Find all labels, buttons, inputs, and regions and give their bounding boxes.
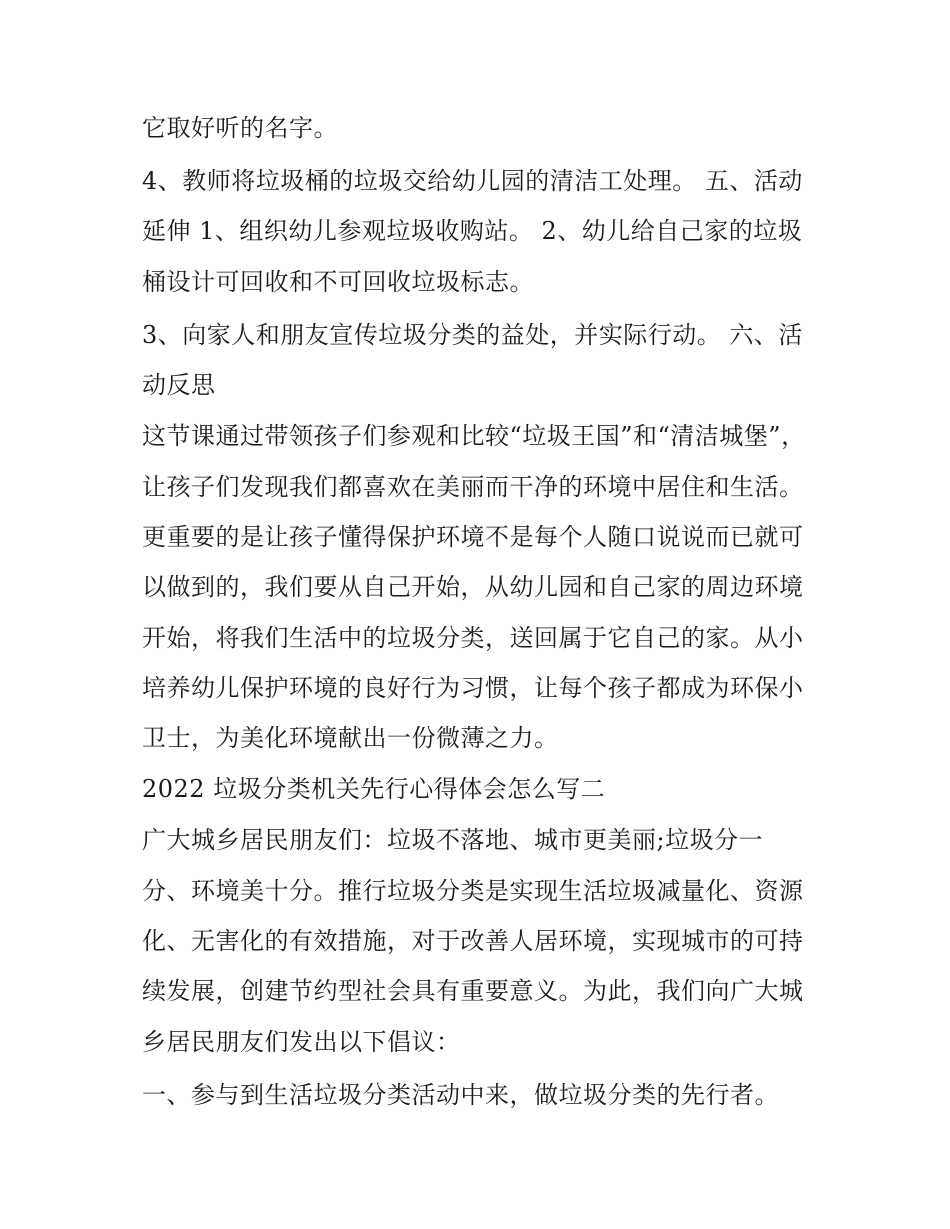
text-line: 一、参与到生活垃圾分类活动中来，做垃圾分类的先行者。: [142, 1081, 779, 1109]
text-line: 它取好听的名字。: [142, 114, 338, 142]
text-line: 更重要的是让孩子懂得保护环境不是每个人随口说说而已就可: [142, 523, 804, 551]
section-heading: 2022 垃圾分类机关先行心得体会怎么写二: [142, 775, 606, 803]
text-line: 桶设计可回收和不可回收垃圾标志。: [142, 268, 534, 296]
text-line: 卫士，为美化环境献出一份微薄之力。: [142, 724, 559, 752]
text-line: 培养幼儿保护环境的良好行为习惯，让每个孩子都成为环保小: [142, 674, 804, 702]
text-line: 分、环境美十分。推行垃圾分类是实现生活垃圾减量化、资源: [142, 877, 804, 905]
text-line: 开始，将我们生活中的垃圾分类，送回属于它自己的家。从小: [142, 624, 804, 652]
text-line: 续发展，创建节约型社会具有重要意义。为此，我们向广大城: [142, 977, 804, 1005]
text-line: 这节课通过带领孩子们参观和比较“垃圾王国”和“清洁城堡”，: [142, 422, 806, 450]
text-line: 以做到的，我们要从自己开始，从幼儿园和自己家的周边环境: [142, 573, 804, 601]
text-line: 乡居民朋友们发出以下倡议：: [142, 1028, 461, 1056]
text-line: 化、无害化的有效措施，对于改善人居环境，实现城市的可持: [142, 927, 804, 955]
text-line: 延伸 1、组织幼儿参观垃圾收购站。 2、幼儿给自己家的垃圾: [142, 217, 803, 245]
text-line: 3、向家人和朋友宣传垃圾分类的益处，并实际行动。 六、活: [142, 321, 803, 349]
text-line: 动反思: [142, 371, 216, 399]
text-line: 让孩子们发现我们都喜欢在美丽而干净的环境中居住和生活。: [142, 473, 804, 501]
text-line: 4、教师将垃圾桶的垃圾交给幼儿园的清洁工处理。 五、活动: [142, 167, 803, 195]
text-line: 广大城乡居民朋友们：垃圾不落地、城市更美丽;垃圾分一: [142, 826, 764, 854]
